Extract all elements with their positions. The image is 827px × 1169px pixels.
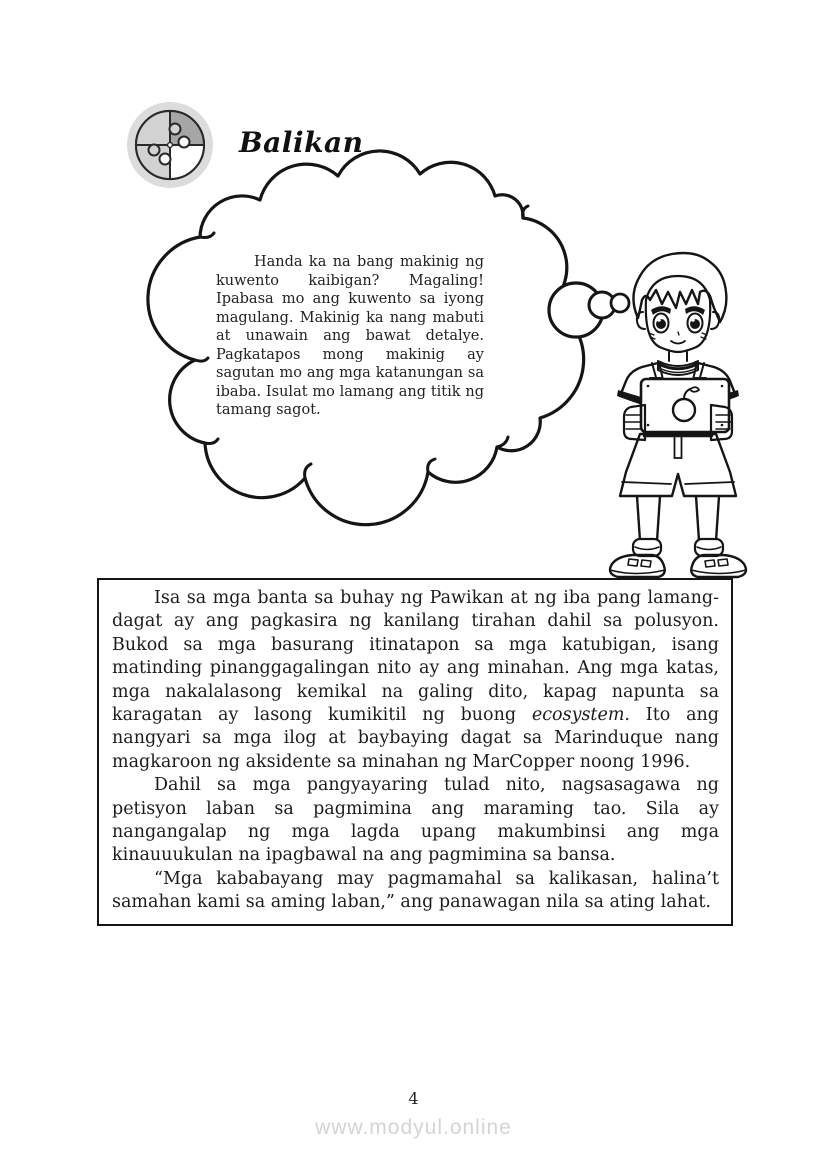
passage-p1-continued: Ito ang nangyari sa mga ilog at baybaying dagat sa Marinduque nang magkaroon ng aksidente sa minahan ng MarCopper noong 1996.: [112, 705, 720, 772]
apple-logo: [673, 399, 695, 421]
shorts: [620, 434, 736, 496]
shorts-fly: [675, 436, 682, 458]
boy-character: [610, 253, 746, 577]
left-sleeve-band: [617, 390, 641, 403]
section-title: Balikan: [239, 126, 364, 159]
watermark: www.modyul.online: [315, 1116, 512, 1139]
legs: [637, 496, 719, 541]
sneakers: [610, 555, 746, 577]
thought-bubble-text: Handa ka na bang makinig ng kuwento kaibigan? Magaling! Ipabasa mo ang kuwento sa iyong magulang. Makinig ka nang mabuti at unawain ang bawat detalye. Pagkatapos mong makinig ay sagutan mo ang mga katanungan sa ibaba. Isulat mo lamang ang titik ng tamang sagot.: [216, 254, 484, 418]
reading-passage-box: [97, 578, 733, 926]
passage-p1-text: Isa sa mga banta sa buhay ng Pawikan at ng iba pang lamang-dagat ay ang pagkasira ng kanilang tirahan dahil sa polusyon. Bukod sa mga basurang itinatapon sa mga katubigan, isang matinding pinanggagalingan nito ay ang minahan. Ang mga katas, mga nakalalasong kemikal na galing dito, kapag napunta sa karagatan ay lasong kumikitil ng buong: [112, 588, 719, 726]
passage-italic-term: ecosystem.: [531, 705, 630, 726]
face: [646, 276, 710, 352]
eyes: [654, 314, 703, 333]
thought-bubble-trail: [549, 283, 629, 337]
neck: [669, 352, 687, 361]
passage-paragraph-3: “Mga kababayang may pagmamahal sa kalikasan, halina’t samahan kami sa aming laban,” ang panawagan nila sa ating lahat.: [112, 868, 719, 913]
socks: [633, 539, 723, 556]
passage-paragraph-1: [112, 587, 719, 774]
page-number: 4: [408, 1089, 419, 1108]
passage-paragraph-2: Dahil sa mga pangyayaring tulad nito, nagsasagawa ng petisyon laban sa pagmimina ang maraming tao. Sila ay nangangalap ng mga lagda upang makumbinsi ang mga kinauuukulan na ipagbawal na ang pagmimina sa bansa.: [112, 775, 719, 866]
face-details: [649, 332, 707, 344]
